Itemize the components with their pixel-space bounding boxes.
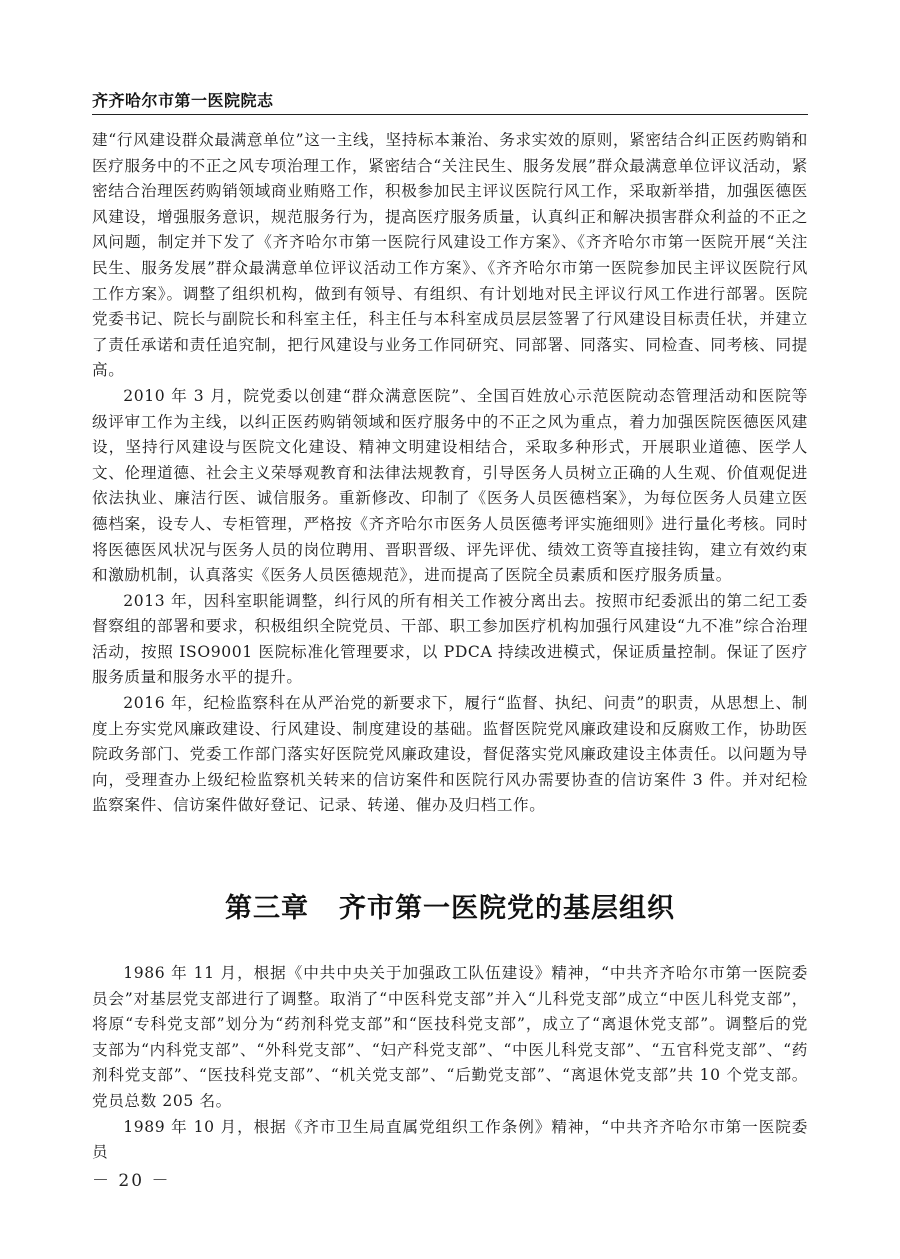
header-rule (92, 114, 808, 115)
paragraph: 2016 年，纪检监察科在从严治党的新要求下，履行“监督、执纪、问责”的职责，从思想上、制度上夯实党风廉政建设、行风建设、制度建设的基础。监督医院党风廉政建设和反腐败工作，协助医院政务部门、党委工作部门落实好医院党风廉政建设，督促落实党风廉政建设主体责任。以问题为导向，受理查办上级纪检监察机关转来的信访案件和医院行风办需要协查的信访案件 3 件。并对纪检监察案件、信访案件做好登记、记录、转递、催办及归档工作。 (92, 694, 808, 815)
page-number: － 20 － (92, 1171, 171, 1191)
main-text (92, 128, 808, 819)
chapter-title: 齐市第一医院党的基层组织 (339, 893, 675, 924)
paragraph: 1986 年 11 月，根据《中共中央关于加强政工队伍建设》精神，“中共齐齐哈尔市第一医院委员会”对基层党支部进行了调整。取消了“中医科党支部”并入“儿科党支部”成立“中医儿科党支部”，将原“专科党支部”划分为“药剂科党支部”和“医技科党支部”，成立了“离退休党支部”。调整后的党支部为“内科党支部”、“外科党支部”、“妇产科党支部”、“中医儿科党支部”、“五官科党支部”、“药剂科党支部”、“医技科党支部”、“机关党支部”、“后勤党支部”、“离退休党支部”共 10 个党支部。党员总数 205 名。 (92, 964, 808, 1110)
chapter-text (92, 961, 808, 1166)
chapter-number: 第三章 (225, 893, 309, 924)
paragraph: 建“行风建设群众最满意单位”这一主线，坚持标本兼治、务求实效的原则，紧密结合纠正医药购销和医疗服务中的不正之风专项治理工作，紧密结合“关注民生、服务发展”群众最满意单位评议活动，紧密结合治理医药购销领域商业贿赂工作，积极参加民主评议医院行风工作，采取新举措，加强医德医风建设，增强服务意识，规范服务行为，提高医疗服务质量，认真纠正和解决损害群众利益的不正之风问题，制定并下发了《齐齐哈尔市第一医院行风建设工作方案》、《齐齐哈尔市第一医院开展“关注民生、服务发展”群众最满意单位评议活动工作方案》、《齐齐哈尔市第一医院参加民主评议医院行风工作方案》。调整了组织机构，做到有领导、有组织、有计划地对民主评议行风工作进行部署。医院党委书记、院长与副院长和科室主任，科主任与本科室成员层层签署了行风建设目标责任状，并建立了责任承诺和责任追究制，把行风建设与业务工作同研究、同部署、同落实、同检查、同考核、同提高。 (92, 131, 808, 380)
paragraph: 2010 年 3 月，院党委以创建“群众满意医院”、全国百姓放心示范医院动态管理活动和医院等级评审工作为主线，以纠正医药购销领域和医疗服务中的不正之风为重点，着力加强医院医德医风建设，坚持行风建设与医院文化建设、精神文明建设相结合，采取多种形式，开展职业道德、医学人文、伦理道德、社会主义荣辱观教育和法律法规教育，引导医务人员树立正确的人生观、价值观促进依法执业、廉洁行医、诚信服务。重新修改、印制了《医务人员医德档案》，为每位医务人员建立医德档案，设专人、专柜管理，严格按《齐齐哈尔市医务人员医德考评实施细则》进行量化考核。同时将医德医风状况与医务人员的岗位聘用、晋职晋级、评先评优、绩效工资等直接挂钩，建立有效约束和激励机制，认真落实《医务人员医德规范》，进而提高了医院全员素质和医疗服务质量。 (92, 386, 808, 585)
chapter-heading (92, 886, 808, 925)
running-header: 齐齐哈尔市第一医院院志 (92, 91, 274, 110)
paragraph: 2013 年，因科室职能调整，纠行风的所有相关工作被分离出去。按照市纪委派出的第二纪工委督察组的部署和要求，积极组织全院党员、干部、职工参加医疗机构加强行风建设“九不准”综合治理活动，按照 ISO9001 医院标准化管理要求，以 PDCA 持续改进模式，保证质量控制。保证了医疗服务质量和服务水平的提升。 (92, 591, 808, 687)
paragraph: 1989 年 10 月，根据《齐市卫生局直属党组织工作条例》精神，“中共齐齐哈尔市第一医院委员 (92, 1117, 808, 1162)
